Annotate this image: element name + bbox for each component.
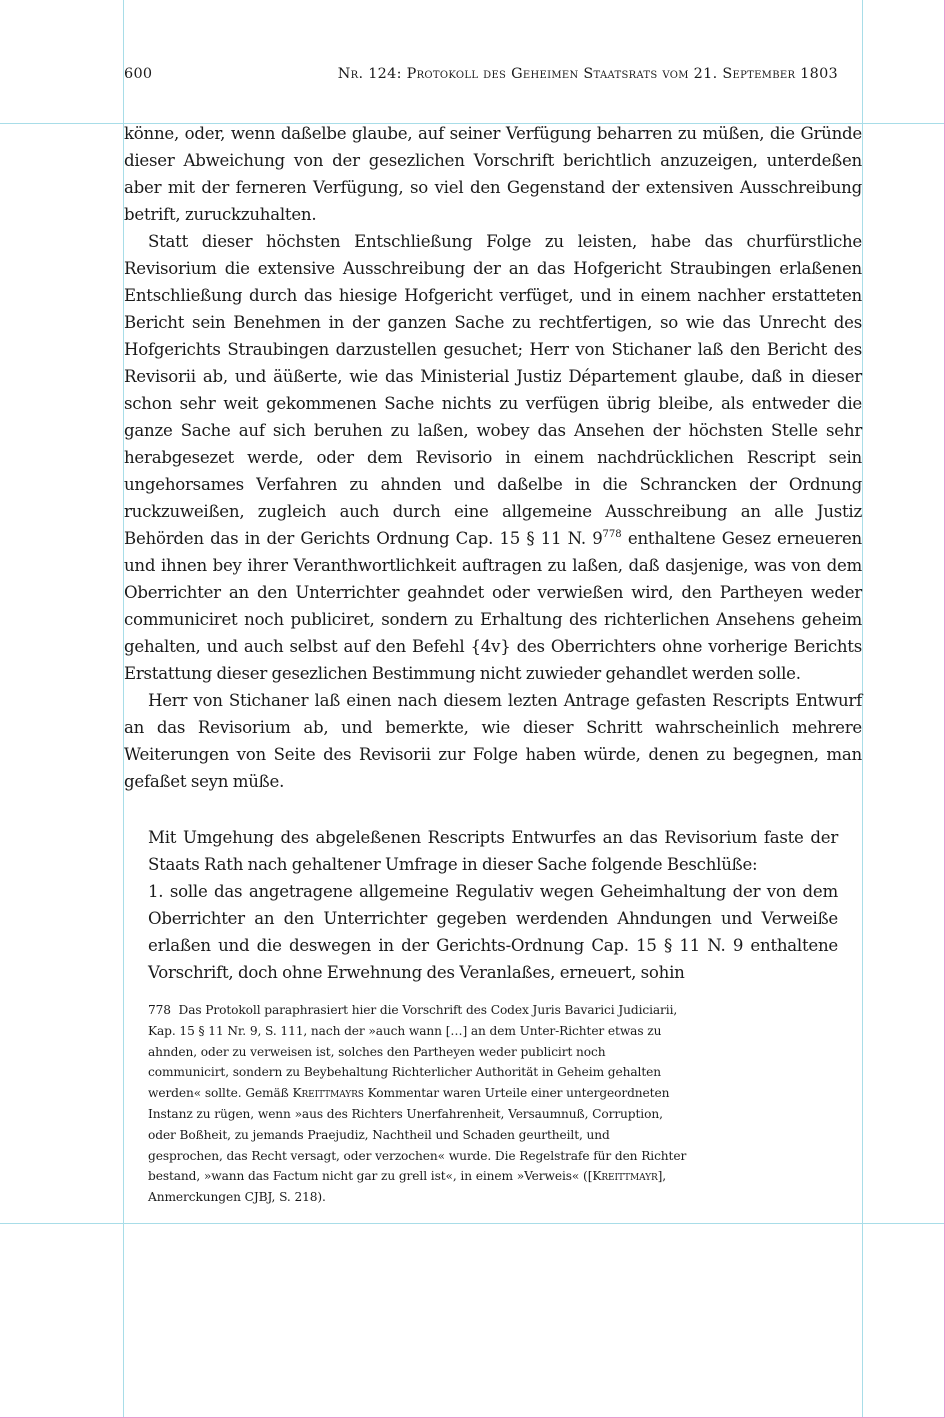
page-number: 600 [124,66,153,82]
footnote-text-b: Kommentar waren Urteile einer untergeordneten Instanz zu rügen, wenn »aus des Richters Unerfahrenheit, Versaumnuß, Corruption, oder Boßheit, zu jemands Praejudiz, Nachtheil und Schaden geurtheilt, und gesprochen, das Recht versagt, oder verzochen« wurde. Die Regelstrafe für den Richter bestand, »wann das Factum nicht gar zu grell ist«, in einem »Verweis« ([ [148,1086,687,1184]
footnote-text-c: ], Anmerckungen CJBJ, S. 218). [148,1169,667,1205]
footnote [148,1000,688,1208]
footnote-text-a: Das Protokoll paraphrasiert hier die Vorschrift des Codex Juris Bavarici Judiciarii, Kap. 15 § 11 Nr. 9, S. 111, nach der »auch wann […] an dem Unter-Richter etwas zu ahnden, oder zu verweisen ist, solches den Partheyen weder publicirt noch communicirt, sondern zu Beybehaltung Richterlicher Authorität in Geheim gehalten werden« sollte. Gemäß [148,1003,678,1101]
guide-line-bottom [0,1223,945,1224]
main-text [124,120,862,795]
resolution-block [148,824,838,986]
guide-line-right [862,0,863,1418]
footnote-reference[interactable]: 778 [602,529,622,540]
paragraph-4: Mit Umgehung des abgeleßenen Rescripts Entwurfes an das Revisorium faste der Staats Rath nach gehaltener Umfrage in dieser Sache folgende Beschlüße: [148,828,838,874]
footnote-author-1: Kreittmayrs [292,1086,364,1101]
running-title: Nr. 124: Protokoll des Geheimen Staatsrats vom 21. September 1803 [337,66,838,82]
running-head [124,66,838,90]
paragraph-2-part-b: enthaltene Gesez erneueren und ihnen bey ihrer Veranthwortlichkeit auftragen zu laßen, daß dasjenige, was von dem Oberrichter an den Unterrichter geahndet oder verwießen wird, den Partheyen weder communiciret noch publiciret, sondern zu Erhaltung des richterlichen Ansehens geheim gehalten, und auch selbst auf den Befehl {4v} des Oberrichters ohne vorherige Berichts Erstattung dieser gesezlichen Bestimmung nicht zuwieder gehandlet werden solle. [124,529,862,683]
paragraph-5: 1. solle das angetragene allgemeine Regulativ wegen Geheimhaltung der von dem Oberrichter an den Unterrichter gegeben werdenden Ahndungen und Verweiße erlaßen und die deswegen in der Gerichts-Ordnung Cap. 15 § 11 N. 9 enthaltene Vorschrift, doch ohne Erwehnung des Veranlaßes, erneuert, sohin [148,882,838,982]
footnote-author-2: Kreittmayr [592,1169,658,1184]
paragraph-1: könne, oder, wenn daßelbe glaube, auf seiner Verfügung beharren zu müßen, die Gründe dieser Abweichung von der gesezlichen Vorschrift berichtlich anzuzeigen, unterdeßen aber mit der ferneren Verfügung, so viel den Gegenstand der extensiven Ausschreibung betrift, zuruckzuhalten. [124,124,862,224]
footnote-number: 778 [148,1003,171,1017]
paragraph-2-part-a: Statt dieser höchsten Entschließung Folge zu leisten, habe das churfürstliche Revisorium die extensive Ausschreibung der an das Hofgericht Straubingen erlaßenen Entschließung durch das hiesige Hofgericht verfüget, und in einem nachher erstatteten Bericht sein Benehmen in der ganzen Sache zu rechtfertigen, so wie das Unrecht des Hofgerichts Straubingen darzustellen gesuchet; Herr von Stichaner laß den Bericht des Revisorii ab, und äüßerte, wie das Ministerial Justiz Département glaube, daß in dieser schon sehr weit gekommenen Sache nichts zu verfügen übrig bleibe, als entweder die ganze Sache auf sich beruhen zu laßen, wobey das Ansehen der höchsten Stelle sehr herabgesezet werde, oder dem Revisorio in einem nachdrücklichen Rescript sein ungehorsames Verfahren zu ahnden und daßelbe in die Schrancken der Ordnung ruckzuweißen, zugleich auch durch eine allgemeine Ausschreibung an alle Justiz Behörden das in der Gerichts Ordnung Cap. 15 § 11 N. 9 [124,232,862,548]
paragraph-2 [124,228,862,687]
paragraph-3: Herr von Stichaner laß einen nach diesem lezten Antrage gefasten Rescripts Entwurf an das Revisorium ab, und bemerkte, wie dieser Schritt wahrscheinlich mehrere Weiterungen von Seite des Revisorii zur Folge haben würde, denen zu begegnen, man gefaßet seyn müße. [124,691,862,791]
